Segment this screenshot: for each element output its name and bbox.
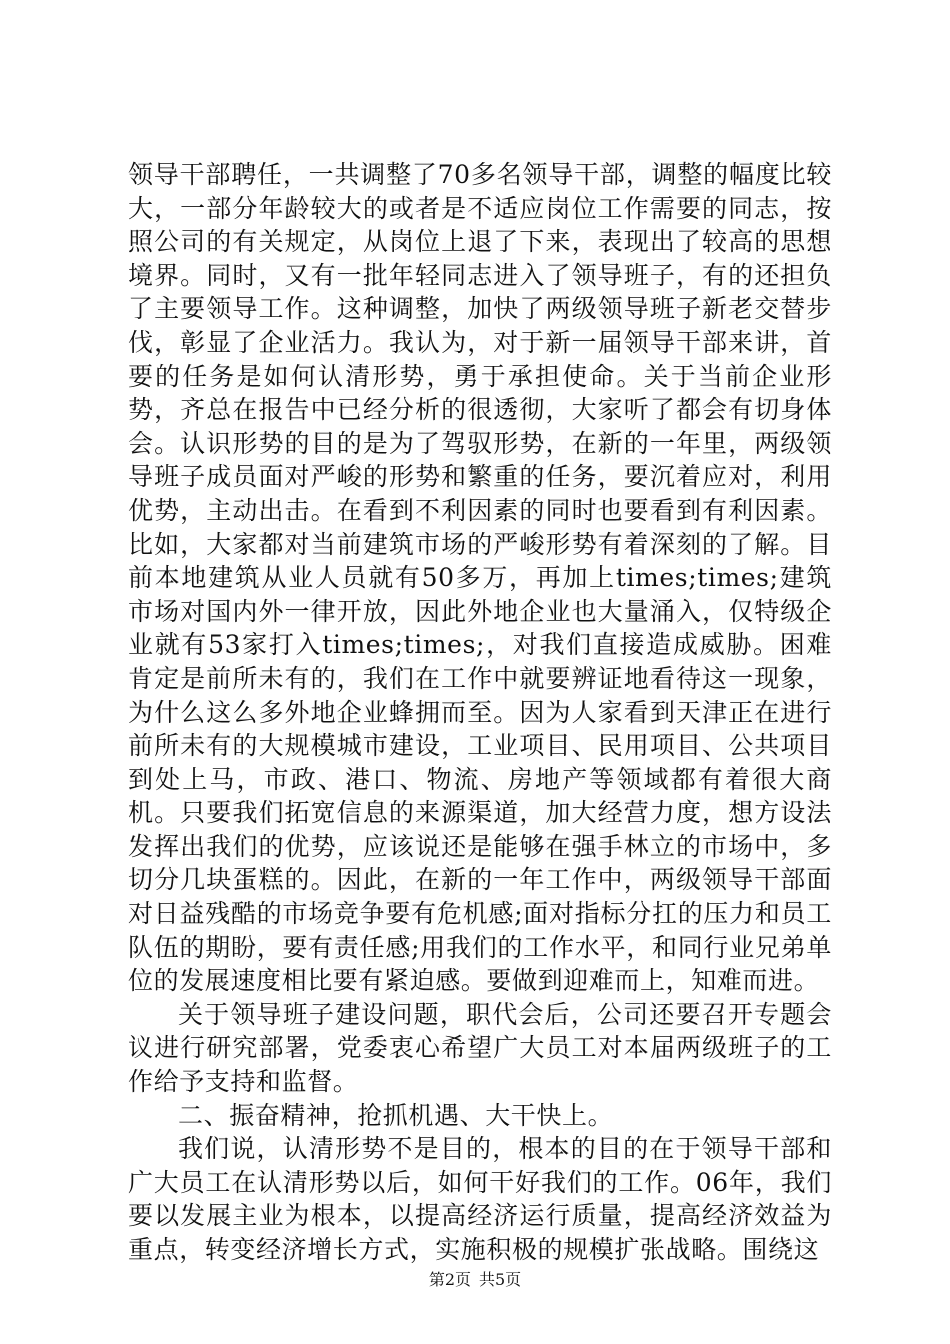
paragraph-leadership: 关于领导班子建设问题，职代会后，公司还要召开专题会议进行研究部署，党委衷心希望广大员工对本届两级班子的工作给予支持和监督。	[128, 999, 832, 1097]
page-footer	[0, 1270, 950, 1290]
paragraph-goals: 我们说，认清形势不是目的，根本的目的在于领导干部和广大员工在认清形势以后，如何干好我们的工作。06年，我们要以发展主业为根本，以提高经济运行质量，提高经济效益为重点，转变经济增长方式，实施积极的规模扩张战略。围绕这	[128, 1134, 832, 1264]
document-body	[128, 158, 832, 1267]
section-heading: 二、振奋精神，抢抓机遇、大干快上。	[178, 1100, 614, 1130]
page-total: 共5页	[479, 1270, 522, 1289]
paragraph-continuation: 领导干部聘任，一共调整了70多名领导干部，调整的幅度比较大，一部分年龄较大的或者是不适应岗位工作需要的同志，按照公司的有关规定，从岗位上退了下来，表现出了较高的思想境界。同时，又有一批年轻同志进入了领导班子，有的还担负了主要领导工作。这种调整，加快了两级领导班子新老交替步伐，彰显了企业活力。我认为，对于新一届领导干部来讲，首要的任务是如何认清形势，勇于承担使命。关于当前企业形势，齐总在报告中已经分析的很透彻，大家听了都会有切身体会。认识形势的目的是为了驾驭形势，在新的一年里，两级领导班子成员面对严峻的形势和繁重的任务，要沉着应对，利用优势，主动出击。在看到不利因素的同时也要看到有利因素。比如，大家都对当前建筑市场的严峻形势有着深刻的了解。目前本地建筑从业人员就有50多万，再加上times;times;建筑市场对国内外一律开放，因此外地企业也大量涌入，仅特级企业就有53家打入times;times;，对我们直接造成威胁。困难肯定是前所未有的，我们在工作中就要辨证地看待这一现象，为什么这么多外地企业蜂拥而至。因为人家看到天津正在进行前所未有的大规模城市建设，工业项目、民用项目、公共项目到处上马，市政、港口、物流、房地产等领域都有着很大商机。只要我们拓宽信息的来源渠道，加大经营力度，想方设法发挥出我们的优势，应该说还是能够在强手林立的市场中，多切分几块蛋糕的。因此，在新的一年工作中，两级领导干部面对日益残酷的市场竞争要有危机感;面对指标分扛的压力和员工队伍的期盼，要有责任感;用我们的工作水平，和同行业兄弟单位的发展速度相比要有紧迫感。要做到迎难而上，知难而进。	[128, 160, 832, 996]
page-number: 第2页	[428, 1270, 471, 1289]
